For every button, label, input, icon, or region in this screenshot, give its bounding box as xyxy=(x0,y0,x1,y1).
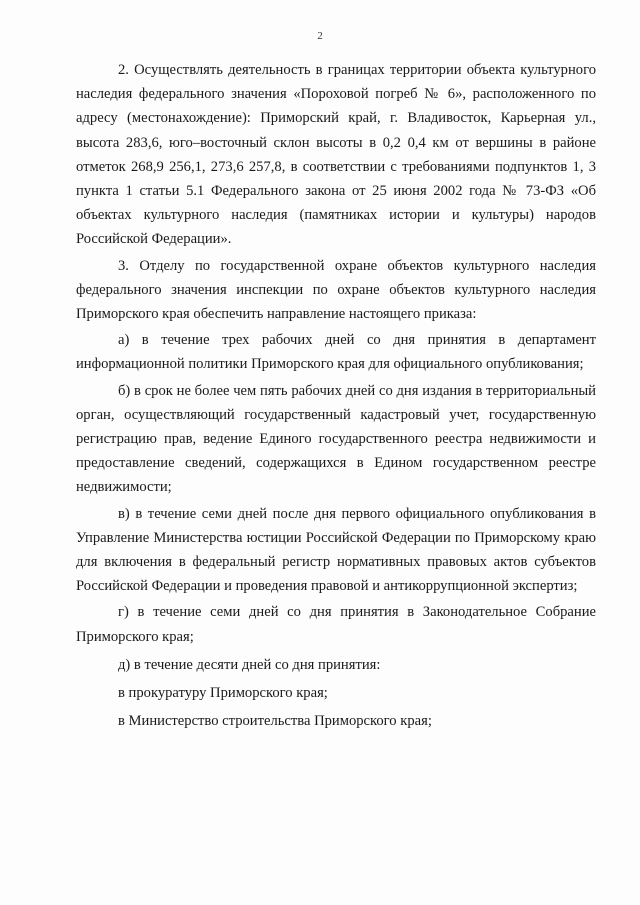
paragraph-item-3: 3. Отделу по государственной охране объектов культурного наследия федерального значения инспекции по охране объектов культурного наследия Приморского края обеспечить направление настоящего приказа: xyxy=(76,257,596,323)
paragraph-item-2: 2. Осуществлять деятельность в границах территории объекта культурного наследия федерального значения «Пороховой погреб № 6», расположенного по адресу (местонахождение): Приморский край, г. Владивосток, Карьерная ул., высота 283,6, юго–восточный склон высоты в 0,2 0,4 км от вершины в районе отметок 268,9 256,1, 273,6 257,8, в соответствии с требованиями подпунктов 1, 3 пункта 1 статьи 5.1 Федерального закона от 25 июня 2002 года № 73-ФЗ «Об объектах культурного наследия (памятниках истории и культуры) народов Российской Федерации». xyxy=(76,62,596,248)
document-body xyxy=(76,58,596,735)
paragraph-recipient-ministry: в Министерство строительства Приморского края; xyxy=(118,713,432,730)
paragraph-subitem-d: д) в течение десяти дней со дня принятия: xyxy=(118,656,381,673)
paragraph-recipient-prosecutor: в прокуратуру Приморского края; xyxy=(118,685,328,702)
paragraph-subitem-v: в) в течение семи дней после дня первого официального опубликования в Управление Министерства юстиции Российской Федерации по Приморскому краю для включения в федеральный регистр нормативных правовых актов субъектов Российской Федерации и проведения правовой и антикоррупционной экспертиз; xyxy=(76,505,596,595)
paragraph-subitem-g: г) в течение семи дней со дня принятия в Законодательное Собрание Приморского края; xyxy=(76,604,596,645)
page-number: 2 xyxy=(317,30,323,42)
paragraph-subitem-b: б) в срок не более чем пять рабочих дней со дня издания в территориальный орган, осуществляющий государственный кадастровый учет, государственную регистрацию прав, ведение Единого государственного реестра недвижимости и предоставление сведений, содержащихся в Едином государственном реестре недвижимости; xyxy=(76,382,596,496)
paragraph-subitem-a: а) в течение трех рабочих дней со дня принятия в департамент информационной политики Приморского края для официального опубликования; xyxy=(76,332,596,373)
